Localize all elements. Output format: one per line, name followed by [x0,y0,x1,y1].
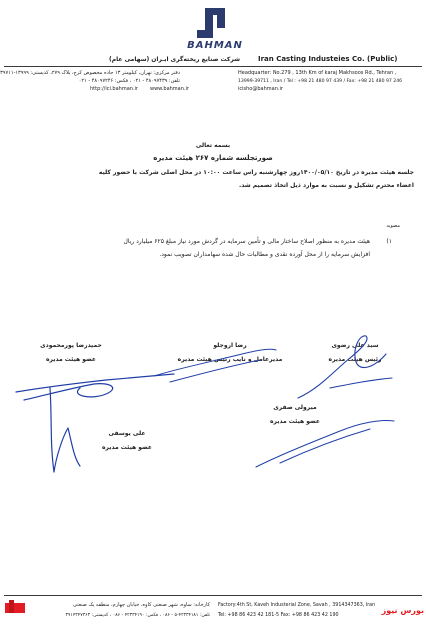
signatory-role-member-3: عضو هیئت مدیره [101,444,153,451]
company-logo [183,6,247,54]
footer-phone-en: Tel: +98 86 423 42 181-5 Fax: +98 86 423 42 190 [218,613,339,618]
bismillah: بسمه تعالی [195,142,231,149]
header-phone-en: 13999-39711 , Iran / Tel : +98 21 480 97 439 / Fax: +98 21 480 97 246 [238,79,403,84]
logo-wordmark: BAHMAN [187,40,243,51]
resolution-item-number: ۱) [386,238,392,245]
header-email[interactable]: icisho@bahman.ir [238,86,283,92]
minutes-title: صورتجلسه شماره ۲۶۷ هیئت مدیره [153,154,273,162]
signatory-name-chairman: سید علی رضوی [331,342,379,349]
signatory-name-ceo: رضا اروجلو [213,342,247,349]
signatory-role-member-1: عضو هیئت مدیره [45,356,97,363]
signatory-name-member-3: علی یوسفی [108,430,146,437]
signature-member-1 [10,348,180,478]
company-name-en: Iran Casting Industeies Co. (Public) [258,55,398,63]
intro-line-1: جلسه هیئت مدیره در تاریخ ۱۴۰۰/۰۵/۱۰روز چهارشنبه راس ساعت ۱۰:۰۰ در محل اصلی شرکت با حضور کلیه [98,169,414,176]
signatory-role-chairman: رئیس هیئت مدیره [328,356,382,363]
signatory-role-member-2: عضو هیئت مدیره [269,418,321,425]
header-address-fa: دفتر مرکزی: تهران، کیلومتر ۱۳ جاده مخصوص کرج، پلاک ۲۷۹، کدپستی: ۱۳۹۹۹-۳۹۷۱۱ [0,70,180,76]
signature-member-2 [250,405,400,475]
footer-divider [4,595,422,596]
signatory-name-member-1: حمیدرضا پورمحمودی [40,342,102,349]
intro-line-2: اعضاء محترم تشکیل و نسبت به موارد ذیل اتخاذ تصمیم شد. [238,182,414,189]
watermark: بورس نیوز [381,606,424,615]
signatory-name-member-2: میرولی صفری [273,404,317,411]
header-divider [4,66,422,67]
header-web-link-2[interactable]: www.bahman.ir [150,86,189,92]
header-phone-fa: تلفن: ۴۸۰۹۷۴۳۹ - ۰۲۱ ، فکس: ۴۸۰۹۷۲۴۶ - ۰۲۱ [78,78,180,84]
company-name-fa: شرکت صنایع ریخته‌گری ایـران (سهامی عام) [108,56,240,63]
header-address-en: Headquarter: No.279 , 13th Km of karaj Makhsoos Rd., Tehran , [238,70,397,76]
resolution-item-line-1: هیئت مدیره به منظور اصلاح ساختار مالی و تأمین سرمایه در گردش مورد نیاز مبلغ ۶۲۵ میلیارد ریال [123,238,370,245]
signatory-role-ceo: مدیرعامل و نایب رئیس هیئت مدیره [177,356,283,363]
footer-phone-fa: تلفن: ۴۲۳۳۴۱۸۱-۵ - ۰۸۶ ، فکس: ۴۲۳۳۴۱۹۰ - ۰۸۶ ، کدپستی: ۳۹۱۴۳۴۷۳۶۳ [65,613,210,618]
signature-chairman [290,328,400,408]
footer-address-en: Factory:4th St, Kaveh Industerial Zone, Savah , 3914347363, Iran [218,603,376,608]
resolution-item-line-2: افزایش سرمایه را از محل آورده نقدی و مطالبات حال شده سهامداران تصویب نمود. [159,251,370,258]
resolutions-heading: مصوبه [386,223,400,229]
header-web-link-1[interactable]: http://ici.bahman.ir [90,86,138,92]
footer-address-fa: کارخانه: ساوه، شهر صنعتی کاوه، خیابان چهارم، منطقه یک صنعتی [73,602,210,608]
bahman-logo-icon [183,6,247,40]
